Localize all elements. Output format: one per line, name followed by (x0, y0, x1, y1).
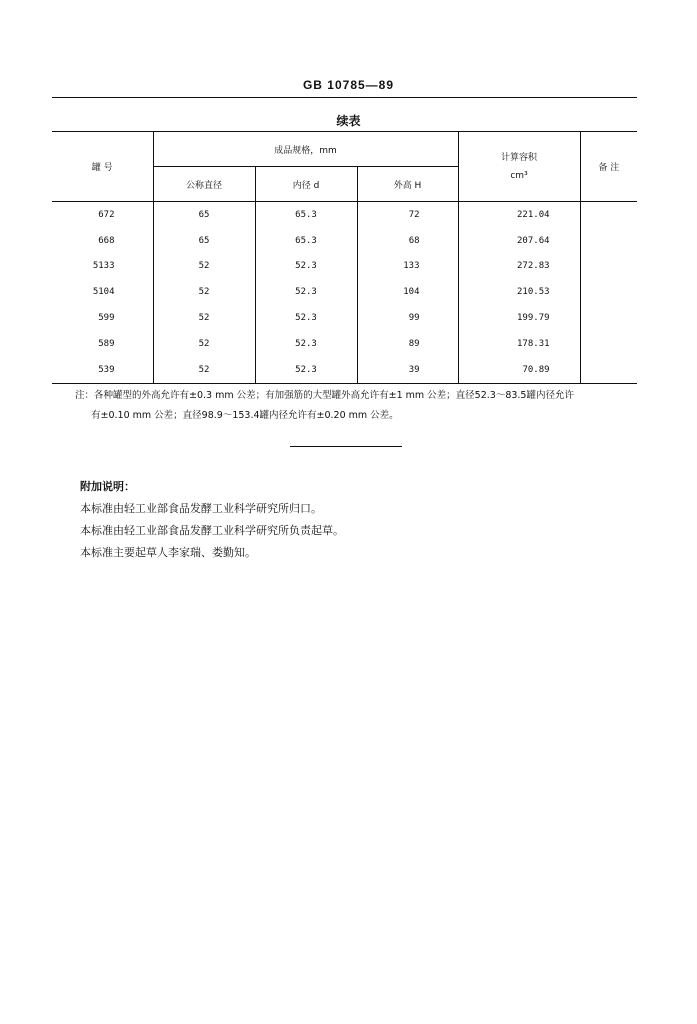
cell-inner: 52.3 (255, 305, 357, 331)
table-row (52, 331, 637, 357)
cell-remark (580, 279, 637, 305)
cell-can: 589 (52, 331, 153, 357)
spec-table (52, 131, 637, 384)
table-title: 续表 (336, 114, 361, 128)
standard-code-header: GB 10785—89 (302, 78, 395, 92)
cell-outer: 104 (357, 279, 458, 305)
table-row (52, 228, 637, 254)
cell-outer: 68 (357, 228, 458, 254)
cell-remark (580, 254, 637, 280)
appendix-item: 本标准由轻工业部食品发酵工业科学研究所负责起草。 (80, 524, 344, 537)
appendix-item: 本标准由轻工业部食品发酵工业科学研究所归口。 (80, 502, 322, 515)
cell-can: 668 (52, 228, 153, 254)
cell-remark (580, 228, 637, 254)
header-volume-label: 计算容积 (501, 152, 538, 163)
cell-inner: 52.3 (255, 357, 357, 383)
cell-volume: 70.89 (458, 357, 580, 383)
table-row (52, 357, 637, 383)
header-can-type: 罐 号 (52, 132, 153, 202)
table-note (75, 386, 640, 426)
cell-nominal: 52 (153, 331, 255, 357)
cell-outer: 133 (357, 254, 458, 280)
cell-nominal: 65 (153, 228, 255, 254)
cell-inner: 52.3 (255, 279, 357, 305)
cell-volume: 210.53 (458, 279, 580, 305)
cell-remark (580, 357, 637, 383)
note-line-2: 有±0.10 mm 公差；直径98.9～153.4罐内径允许有±0.20 mm 公差。 (91, 410, 399, 421)
cell-volume: 221.04 (458, 202, 580, 228)
appendix-item: 本标准主要起草人李家瑞、娄勤知。 (80, 546, 256, 559)
cell-nominal: 52 (153, 254, 255, 280)
cell-inner: 65.3 (255, 228, 357, 254)
header-remarks: 备 注 (580, 132, 637, 202)
header-rule (52, 97, 637, 98)
cell-inner: 52.3 (255, 331, 357, 357)
cell-nominal: 65 (153, 202, 255, 228)
header-nominal-diameter: 公称直径 (153, 167, 255, 202)
cell-nominal: 52 (153, 357, 255, 383)
cell-remark (580, 331, 637, 357)
table-row (52, 279, 637, 305)
cell-remark (580, 305, 637, 331)
cell-volume: 207.64 (458, 228, 580, 254)
header-outer-height: 外高 H (357, 167, 458, 202)
cell-outer: 39 (357, 357, 458, 383)
table-row (52, 305, 637, 331)
cell-inner: 65.3 (255, 202, 357, 228)
cell-outer: 72 (357, 202, 458, 228)
appendix-title: 附加说明： (80, 480, 135, 493)
table-row (52, 254, 637, 280)
header-spec-group: 成品规格，mm (153, 132, 458, 167)
cell-nominal: 52 (153, 279, 255, 305)
header-volume (458, 132, 580, 202)
cell-can: 672 (52, 202, 153, 228)
cell-outer: 89 (357, 331, 458, 357)
cell-volume: 272.83 (458, 254, 580, 280)
cell-inner: 52.3 (255, 254, 357, 280)
header-inner-diameter: 内径 d (255, 167, 357, 202)
cell-nominal: 52 (153, 305, 255, 331)
cell-can: 5133 (52, 254, 153, 280)
cell-volume: 178.31 (458, 331, 580, 357)
cell-can: 599 (52, 305, 153, 331)
cell-remark (580, 202, 637, 228)
section-divider (290, 446, 402, 447)
note-line-1: 注：各种罐型的外高允许有±0.3 mm 公差；有加强筋的大型罐外高允许有±1 mm 公差；直径52.3～83.5罐内径允许 (75, 390, 574, 401)
table-row (52, 202, 637, 228)
cell-volume: 199.79 (458, 305, 580, 331)
header-volume-unit: cm³ (510, 170, 528, 181)
cell-can: 5104 (52, 279, 153, 305)
cell-can: 539 (52, 357, 153, 383)
cell-outer: 99 (357, 305, 458, 331)
appendix-section (80, 476, 640, 564)
